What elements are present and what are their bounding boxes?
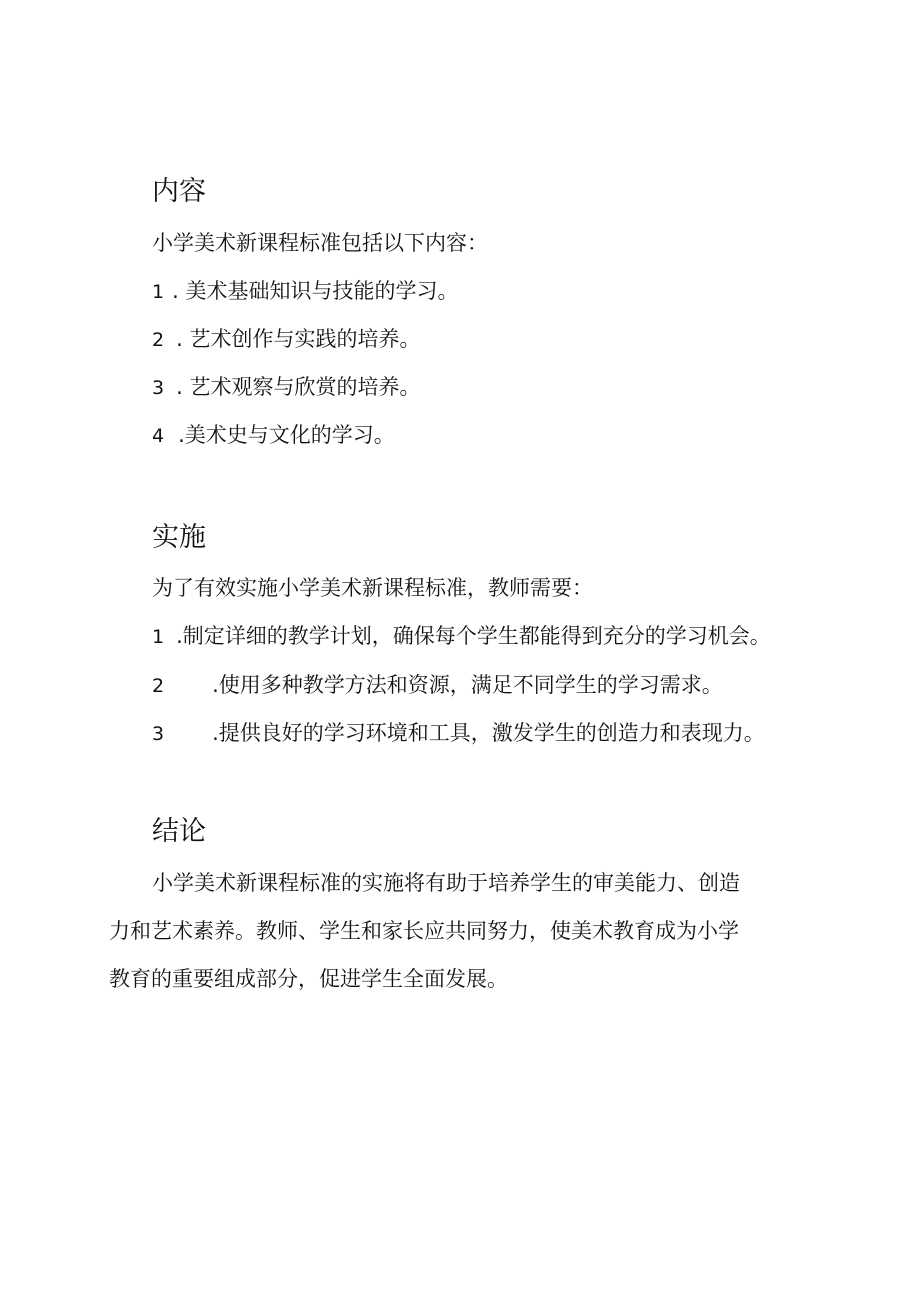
implementation-item-3 (152, 719, 765, 748)
implementation-heading: 实施 (152, 522, 206, 553)
conclusion-line-2: 力和艺术素养。教师、学生和家长应共同努力，使美术教育成为小学 (109, 919, 739, 943)
content-intro: 小学美术新课程标准包括以下内容： (152, 231, 488, 255)
content-item-2 (152, 325, 420, 354)
implementation-intro: 为了有效实施小学美术新课程标准，教师需要： (152, 576, 593, 600)
content-item-2-text: . 艺术创作与实践的培养。 (176, 327, 421, 351)
conclusion-line-1: 小学美术新课程标准的实施将有助于培养学生的审美能力、创造 (152, 871, 740, 895)
content-item-1-text: . 美术基础知识与技能的学习。 (172, 279, 459, 303)
content-item-4-text: .美术史与文化的学习。 (178, 423, 395, 447)
implementation-item-3-text: .提供良好的学习环境和工具，激发学生的创造力和表现力。 (212, 721, 765, 745)
implementation-item-1-text: .制定详细的教学计划，确保每个学生都能得到充分的学习机会。 (176, 624, 771, 648)
conclusion-heading: 结论 (152, 816, 206, 847)
content-heading: 内容 (152, 176, 206, 207)
content-item-1 (152, 277, 458, 306)
content-item-2-number: 2 (152, 329, 165, 351)
content-item-3-text: . 艺术观察与欣赏的培养。 (176, 375, 421, 399)
content-item-3-number: 3 (152, 377, 165, 399)
implementation-item-3-number: 3 (152, 723, 165, 745)
implementation-item-1 (152, 622, 771, 651)
conclusion-line-3: 教育的重要组成部分，促进学生全面发展。 (109, 967, 508, 991)
implementation-item-2-number: 2 (152, 675, 165, 697)
content-item-1-number: 1 (152, 281, 165, 303)
content-item-4-number: 4 (152, 425, 165, 447)
content-item-3 (152, 373, 420, 402)
content-item-4 (152, 421, 395, 450)
implementation-item-1-number: 1 (152, 626, 165, 648)
implementation-item-2 (152, 671, 723, 700)
implementation-item-2-text: .使用多种教学方法和资源，满足不同学生的学习需求。 (212, 673, 723, 697)
